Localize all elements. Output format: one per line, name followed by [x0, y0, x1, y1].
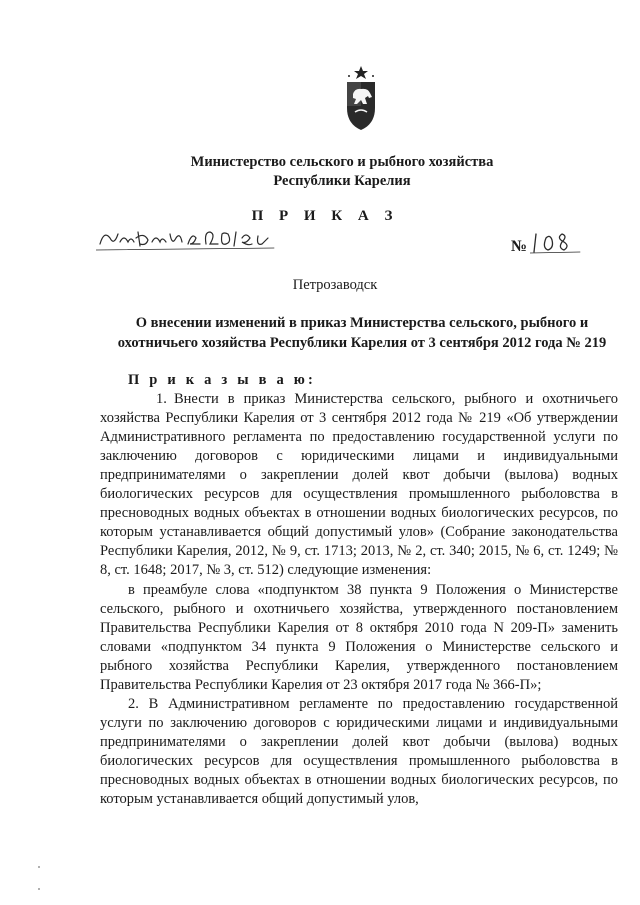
number-label: № [511, 238, 528, 255]
karelia-coat-of-arms [341, 64, 381, 132]
ministry-line-2: Республики Карелия [273, 173, 411, 189]
order-body [100, 371, 618, 809]
subject-line-2: охотничьего хозяйства Республики Карелия от 3 сентября 2012 года № 219 [117, 335, 607, 351]
paragraph-1-number: 1. [156, 391, 167, 408]
ministry-line-1: Министерство сельского и рыбного хозяйства [190, 154, 494, 170]
paragraph-1-text: Внести в приказ Министерства сельского, рыбного и охотничьего хозяйства Республики Карелия от 3 сентября 2012 года № 219 «Об утверждении Административного регламента по предоставлению государственной услуги по заключению договоров с юридическими лицами и индивидуальными предпринимателями о закреплении долей квот добычи (вылова) водных биологических ресурсов для осуществления промышленного рыболовства в пресноводных водных объектах в отношении водных биологических ресурсов, по которым устанавливается общий допустимый улов» (Собрание законодательства Республики Карелия, 2012, № 9, ст. 1713; 2013, № 2, ст. 340; 2015, № 6, ст. 1249; № 8, ст. 1648; 2017, № 3, ст. 512) следующие изменения: [100, 391, 618, 579]
subject-line-1: О внесении изменений в приказ Министерства сельского, рыбного и [135, 315, 589, 331]
ministry-name [0, 153, 640, 191]
paragraph-1 [100, 390, 618, 580]
city-name: Петрозаводск [292, 277, 378, 293]
scan-speck [38, 888, 40, 890]
document-type-title: П Р И К А З [251, 208, 399, 224]
order-subject [112, 313, 612, 353]
handwritten-date [96, 224, 276, 254]
paragraph-1a: в преамбуле слова «подпунктом 38 пункта 9 Положения о Министерстве сельского, рыбного и охотничьего хозяйства, утвержденного постановлением Правительства Республики Карелия от 8 октября 2010 года N 209-П» заменить словами «подпунктом 34 пункта 9 Положения о Министерстве сельского и рыбного хозяйства Республики Карелия, утвержденного постановлением Правительства Республики Карелия от 23 октября 2017 года № 366-П»; [100, 581, 618, 693]
handwritten-number [530, 226, 590, 256]
order-lead: П р и к а з ы в а ю: [128, 372, 317, 388]
scan-speck [38, 866, 40, 868]
paragraph-2: 2. В Административном регламенте по предоставлению государственной услуги по заключению договоров с юридическими лицами и индивидуальными предпринимателями о закреплении долей квот добычи (вылова) водных биологических ресурсов для осуществления промышленного рыболовства в пресноводных водных объектах в отношении водных биологических ресурсов, по которым устанавливается общий допустимый улов, [100, 695, 618, 808]
